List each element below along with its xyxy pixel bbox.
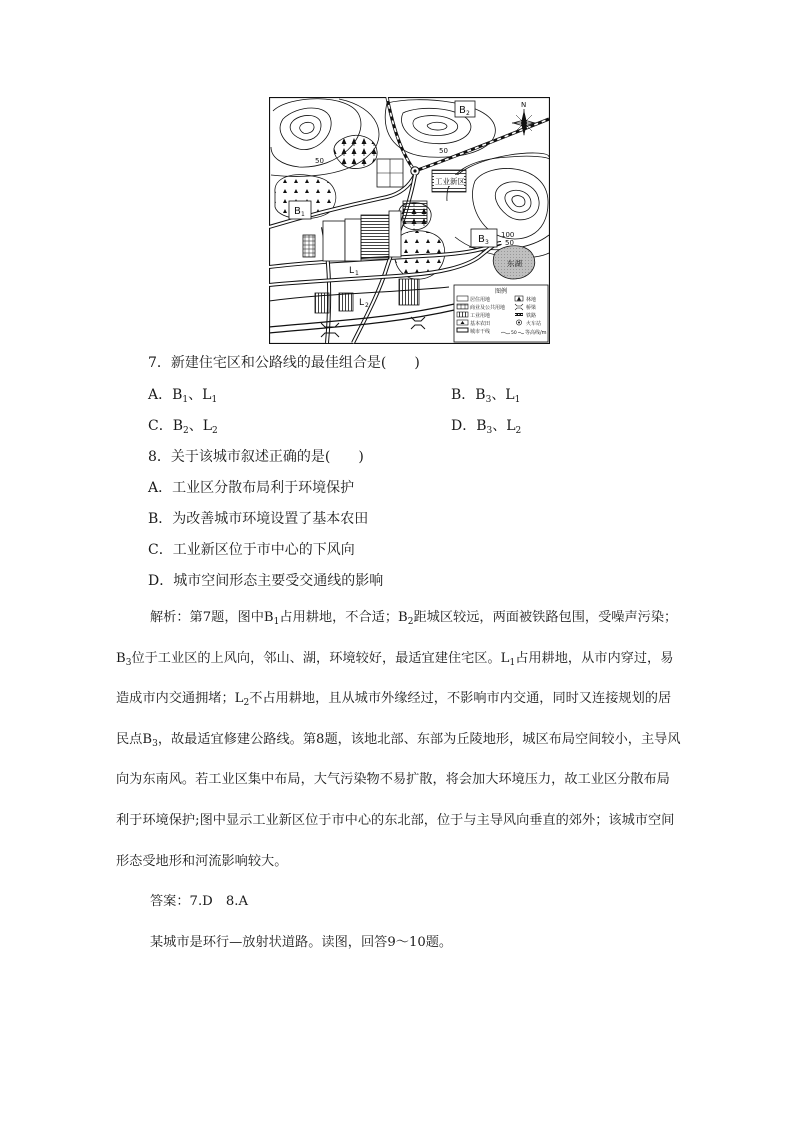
legend-title: 图例 (495, 288, 508, 295)
legend-item-industrial: 工业用地 (470, 313, 491, 319)
q8-option-c: C．工业新区位于市中心的下风向 (148, 542, 355, 558)
map-legend (454, 285, 548, 342)
legend-item-residential: 居住用地 (470, 297, 491, 303)
legend-item-bridge: 桥梁 (526, 305, 537, 311)
svg-text:N: N (521, 101, 527, 109)
label-contour-50c: 50 (505, 239, 514, 247)
label-l2: L (359, 298, 365, 308)
label-b3-sub: 3 (485, 239, 489, 246)
q7-option-d: D．$B_3$、$L_2$ (451, 418, 522, 436)
label-b1: B (294, 206, 301, 217)
city-map-figure (269, 97, 550, 344)
q8-option-b: B．为改善城市环境设置了基本农田 (148, 511, 369, 527)
label-b2-sub: 2 (466, 110, 470, 117)
q8-stem: 8．关于该城市叙述正确的是( ) (148, 449, 364, 465)
q8-option-a: A．工业区分散布局利于环境保护 (148, 480, 355, 496)
label-b2: B (459, 105, 466, 116)
q8-option-d: D．城市空间形态主要受交通线的影响 (148, 573, 384, 589)
legend-item-contour: 等高线/m (525, 330, 547, 336)
legend-item-commercial: 商业及公共用地 (470, 305, 506, 311)
q7-option-c: C．$B_2$、$L_2$ (148, 418, 218, 436)
q7-stem: 7．新建住宅区和公路线的最佳组合是( ) (148, 355, 420, 371)
answer-line: 答案：7.D 8.A (150, 894, 249, 910)
label-new-industrial: 工业新区 (435, 177, 465, 186)
label-contour-100: 100 (501, 231, 515, 239)
label-l2-sub: 2 (365, 302, 369, 309)
q7-option-b: B．$B_3$、$L_1$ (451, 387, 521, 405)
label-contour-50b: 50 (439, 147, 448, 155)
legend-item-farmland: 基本农田 (470, 321, 491, 327)
label-east-lake: 东湖 (507, 259, 522, 268)
legend-contour-sample: 50 (511, 331, 517, 336)
next-question-intro: 某城市是环行—放射状道路。读图，回答9～10题。 (150, 934, 453, 950)
label-b1-sub: 1 (301, 211, 305, 218)
train-station-icon (411, 167, 419, 175)
q7-option-a: A．$B_1$、$L_1$ (148, 387, 218, 405)
label-l1-sub: 1 (355, 270, 359, 277)
label-b3: B (478, 234, 485, 245)
legend-item-forest: 林地 (526, 297, 537, 303)
label-contour-50a: 50 (315, 157, 324, 165)
label-l1: L (349, 266, 355, 276)
analysis-paragraph: 解析：第7题，图中$B_1$占用耕地，不合适；$B_2$距城区较远，两面被铁路包围，受噪声污染；$B_3$位于工业区的上风向，邻山、湖，环境较好，最适宜建住宅区。$L_1$占用耕地，从市内穿过，易造成市内交通拥堵；$L_2$不占用耕地，且从城市外缘经过，不影响市内交通，同时又连接规划的居民点$B_3$，故最适宜修建公路线。第8题，该地北部、东部为丘陵地形，城区布局空间较小，主导风向为东南风。若工业区集中布局，大气污染物不易扩散，将会加大环境压力，故工业区分散布局利于环境保护;图中显示工业新区位于市中心的东北部，位于与主导风向垂直的郊外；该城市空间形态受地形和河流影响较大。 (116, 610, 681, 869)
legend-item-railway: 铁路 (526, 313, 537, 319)
legend-item-trunk-road: 城市干线 (470, 329, 491, 335)
analysis-section (116, 598, 682, 963)
legend-item-station: 火车站 (526, 321, 542, 327)
